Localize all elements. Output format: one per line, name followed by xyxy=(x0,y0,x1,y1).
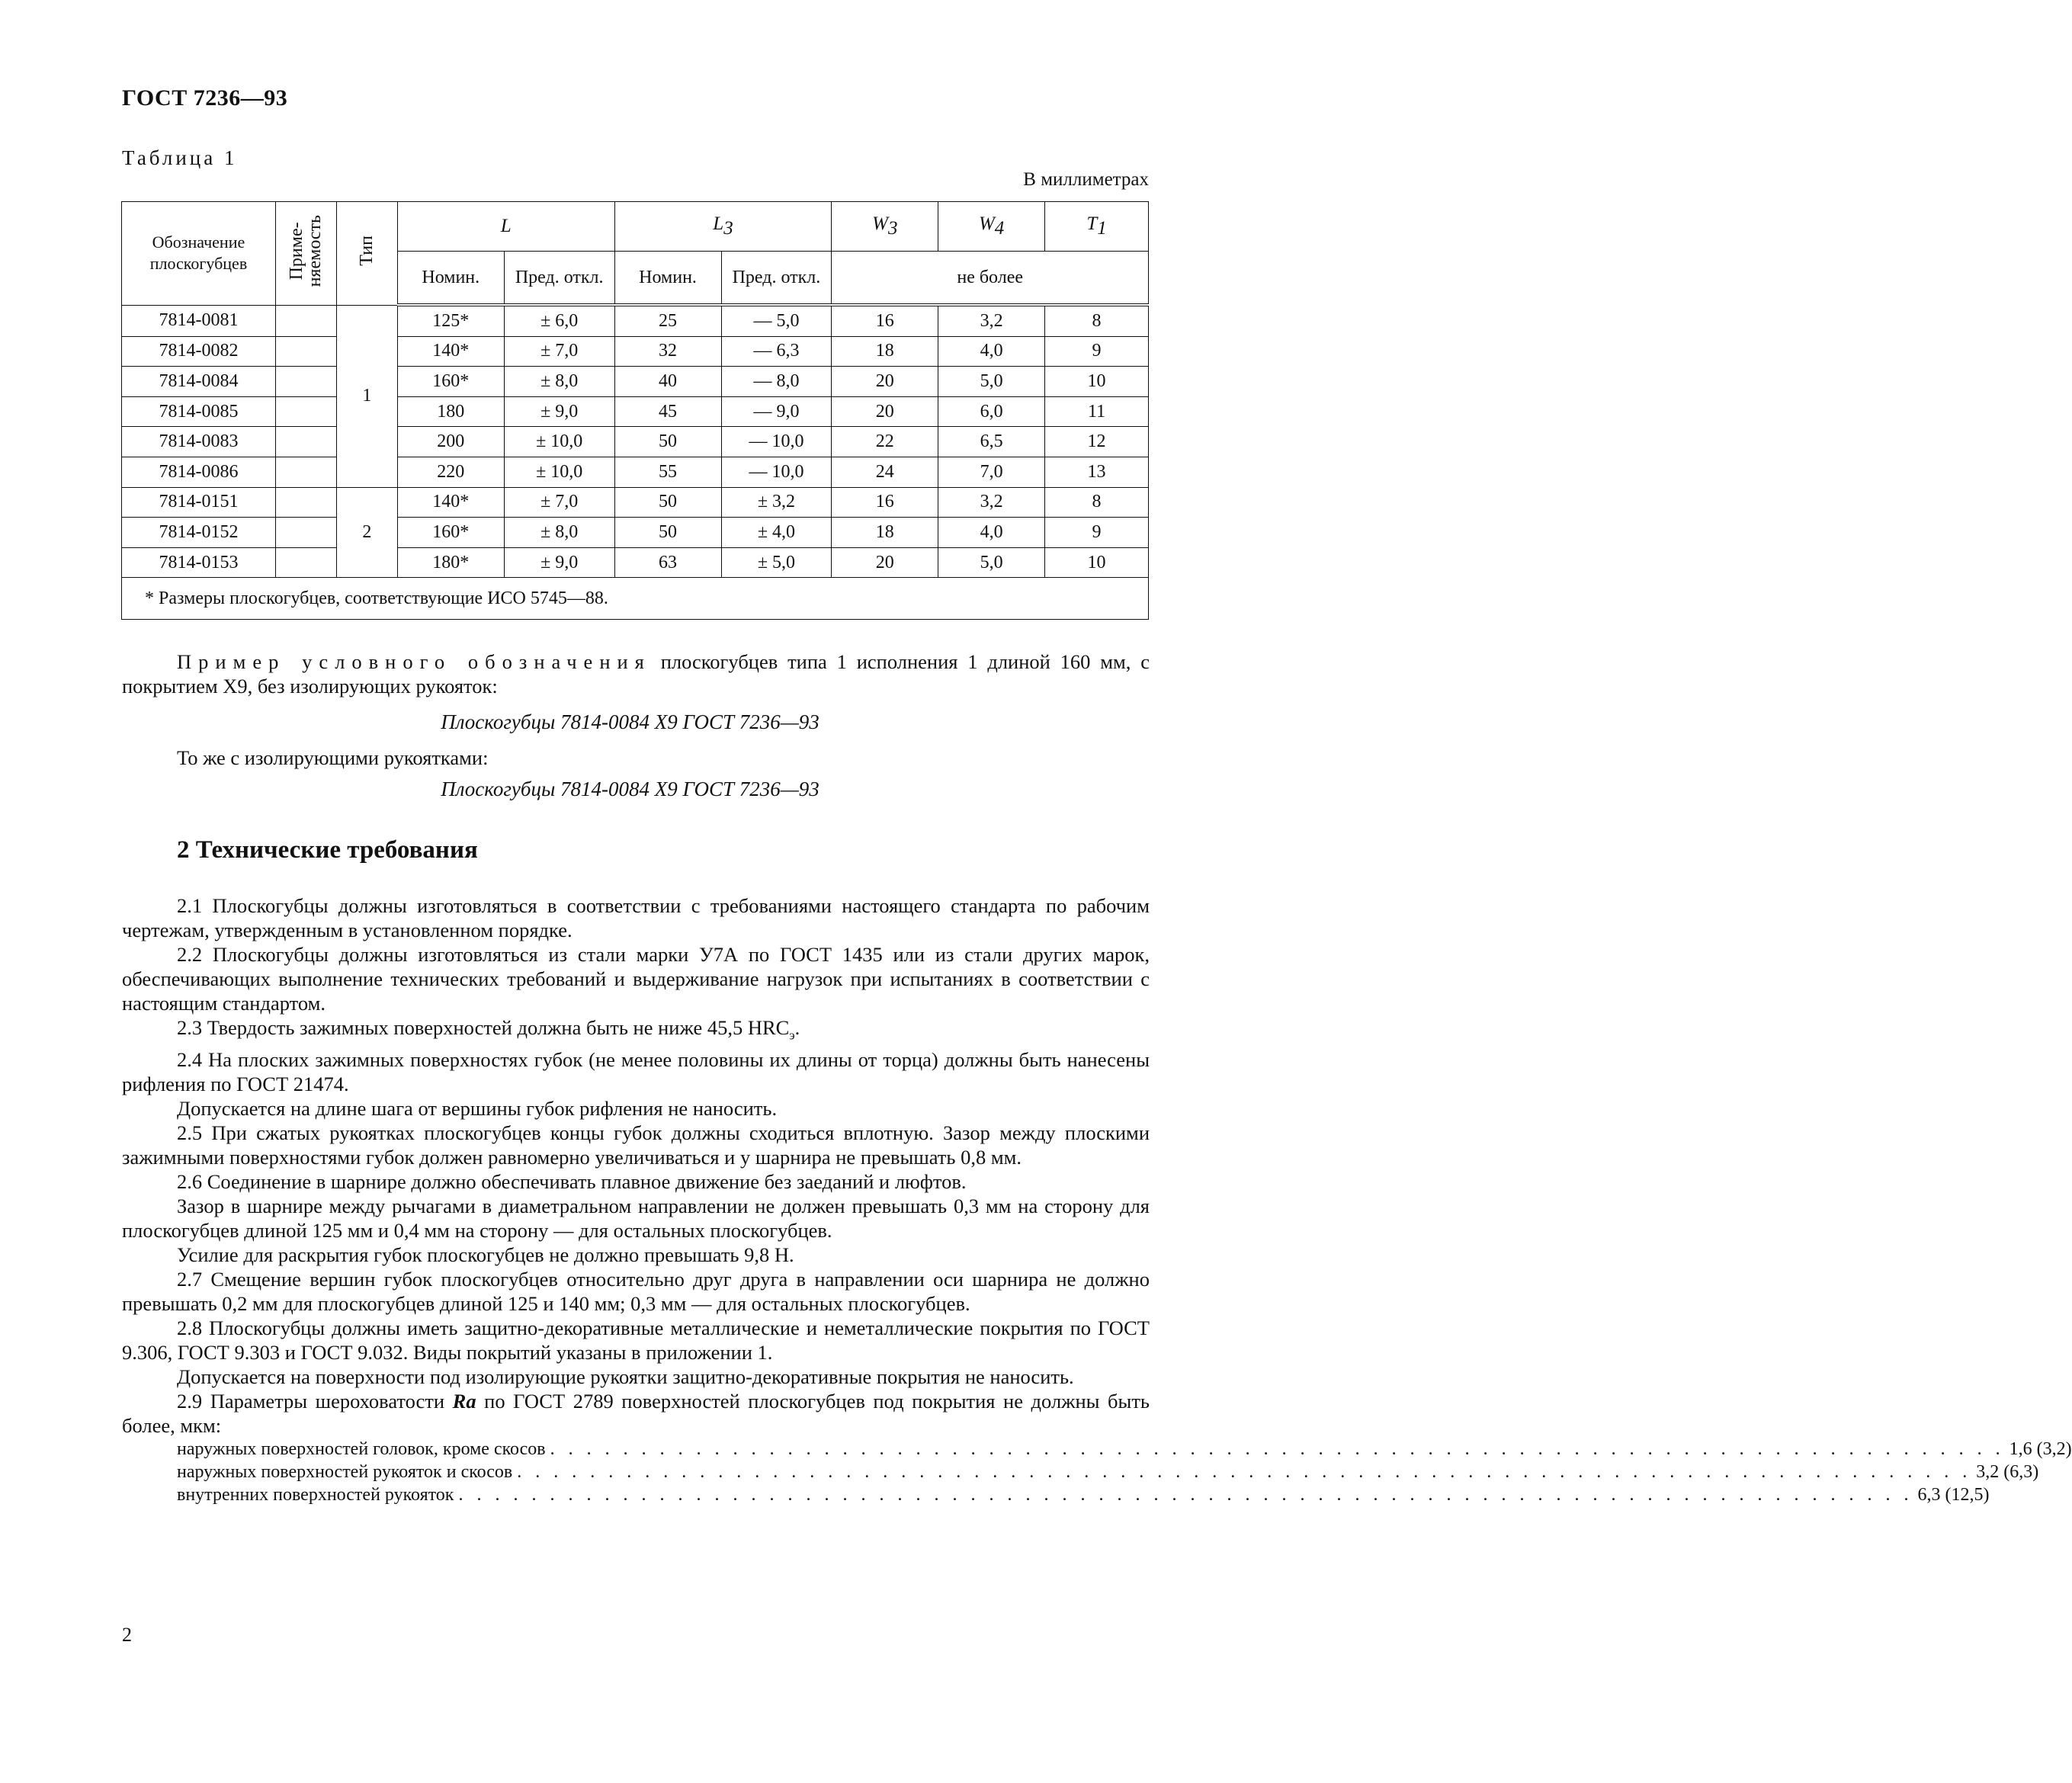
page-number: 2 xyxy=(122,1624,132,1646)
col-type: Тип xyxy=(336,202,397,306)
roughness-label: внутренних поверхностей рукояток xyxy=(177,1485,454,1506)
table-row xyxy=(122,457,1149,487)
table-row xyxy=(122,396,1149,427)
table-row xyxy=(122,305,1149,336)
para-2-6: 2.6 Соединение в шарнире должно обеспечивать плавное движение без заеданий и люфтов. xyxy=(177,1170,967,1194)
cell-L-dev: ± 10,0 xyxy=(504,427,614,457)
cell-applicability xyxy=(275,547,336,578)
cell-W3: 20 xyxy=(832,396,938,427)
para-2-7: 2.7 Смещение вершин губок плоскогубцев относительно друг друга в направлении оси шарнира не должно превышать 0,2 мм для плоскогубцев длиной 125 и 140 мм; 0,3 мм — для остальных плоскогубцев. xyxy=(122,1268,1150,1316)
cell-applicability xyxy=(275,305,336,336)
leader-dots: . . . . . . . . . . . . . . . . . . . . . . . . . . . . . . . . . . . . . . . . . . . . . . . . . . . . . . . . . . . . . . . . . . . . . . . . . . . . . . . . xyxy=(550,1439,2005,1460)
cell-T1: 10 xyxy=(1045,367,1149,397)
same-with-handles: То же с изолирующими рукоятками: xyxy=(177,746,489,769)
col-applicability: Приме- няемость xyxy=(275,202,336,306)
cell-W3: 16 xyxy=(832,305,938,336)
roughness-item xyxy=(177,1461,2039,1483)
cell-L-nom: 180* xyxy=(397,547,504,578)
cell-T1: 8 xyxy=(1045,487,1149,518)
cell-L3-dev: ± 5,0 xyxy=(721,547,832,578)
cell-W4: 4,0 xyxy=(938,518,1045,548)
cell-L-dev: ± 8,0 xyxy=(504,518,614,548)
specification-table xyxy=(121,201,1149,620)
cell-W3: 24 xyxy=(832,457,938,487)
cell-W4: 7,0 xyxy=(938,457,1045,487)
para-2-5: 2.5 При сжатых рукоятках плоскогубцев концы губок должны сходиться вплотную. Зазор между плоскими зажимными поверхностями губок должен равномерно увеличиваться и у шарнира не превышать 0,8 мм. xyxy=(122,1121,1150,1169)
cell-applicability xyxy=(275,487,336,518)
cell-T1: 10 xyxy=(1045,547,1149,578)
cell-L3-dev: — 9,0 xyxy=(721,396,832,427)
col-L3-dev: Пред. откл. xyxy=(721,252,832,306)
cell-designation: 7814-0085 xyxy=(122,396,276,427)
cell-T1: 9 xyxy=(1045,336,1149,367)
cell-L-dev: ± 8,0 xyxy=(504,367,614,397)
roughness-value: 1,6 (3,2) xyxy=(2009,1439,2072,1460)
cell-L-dev: ± 10,0 xyxy=(504,457,614,487)
table-row xyxy=(122,487,1149,518)
cell-L-nom: 160* xyxy=(397,518,504,548)
cell-applicability xyxy=(275,396,336,427)
cell-L3-nom: 55 xyxy=(614,457,721,487)
cell-T1: 11 xyxy=(1045,396,1149,427)
cell-L3-nom: 32 xyxy=(614,336,721,367)
cell-designation: 7814-0152 xyxy=(122,518,276,548)
para-2-2: 2.2 Плоскогубцы должны изготовляться из стали марки У7А по ГОСТ 1435 или из стали других марок, обеспечивающих выполнение технических требований и выдерживание нагрузок при испытаниях в соответствии с настоящим стандартом. xyxy=(122,943,1150,1015)
leader-dots: . . . . . . . . . . . . . . . . . . . . . . . . . . . . . . . . . . . . . . . . . . . . . . . . . . . . . . . . . . . . . . . . . . . . . . . . . . . . . . . . xyxy=(458,1485,1913,1506)
col-T1: $T_1$ xyxy=(1045,202,1149,252)
cell-L3-nom: 25 xyxy=(614,305,721,336)
example-text: плоскогубцев типа 1 исполнения 1 длиной 160 мм, с покрытием Х9, без изолирующих рукояток: xyxy=(122,650,1150,697)
cell-T1: 13 xyxy=(1045,457,1149,487)
cell-L3-nom: 50 xyxy=(614,518,721,548)
cell-applicability xyxy=(275,367,336,397)
cell-L-nom: 160* xyxy=(397,367,504,397)
cell-L3-nom: 45 xyxy=(614,396,721,427)
leader-dots: . . . . . . . . . . . . . . . . . . . . . . . . . . . . . . . . . . . . . . . . . . . . . . . . . . . . . . . . . . . . . . . . . . . . . . . . . . . . . . . . xyxy=(517,1462,1972,1483)
section-title: 2 Технические требования xyxy=(177,836,478,864)
cell-L-dev: ± 6,0 xyxy=(504,305,614,336)
cell-L-dev: ± 7,0 xyxy=(504,487,614,518)
cell-W4: 3,2 xyxy=(938,487,1045,518)
table-row xyxy=(122,547,1149,578)
cell-L3-dev: — 8,0 xyxy=(721,367,832,397)
designation-example-2: Плоскогубцы 7814-0084 Х9 ГОСТ 7236—93 xyxy=(441,778,819,800)
cell-L-nom: 140* xyxy=(397,487,504,518)
cell-T1: 12 xyxy=(1045,427,1149,457)
cell-L3-dev: ± 4,0 xyxy=(721,518,832,548)
designation-example-1: Плоскогубцы 7814-0084 Х9 ГОСТ 7236—93 xyxy=(441,710,819,733)
cell-designation: 7814-0081 xyxy=(122,305,276,336)
cell-W3: 18 xyxy=(832,518,938,548)
roughness-label: наружных поверхностей рукояток и скосов xyxy=(177,1462,513,1483)
roughness-list xyxy=(177,1438,2072,1506)
table-note-row xyxy=(122,578,1149,620)
roughness-item xyxy=(177,1438,2072,1461)
section-body xyxy=(122,893,2072,1506)
cell-W3: 16 xyxy=(832,487,938,518)
para-2-8: 2.8 Плоскогубцы должны иметь защитно-декоративные металлические и неметаллические покрытия по ГОСТ 9.306, ГОСТ 9.303 и ГОСТ 9.032. Виды покрытий указаны в приложении 1. xyxy=(122,1316,1150,1365)
table-row xyxy=(122,427,1149,457)
cell-designation: 7814-0083 xyxy=(122,427,276,457)
cell-designation: 7814-0151 xyxy=(122,487,276,518)
cell-W4: 5,0 xyxy=(938,547,1045,578)
table-row xyxy=(122,518,1149,548)
para-2-6b: Зазор в шарнире между рычагами в диаметральном направлении не должен превышать 0,3 мм на сторону для плоскогубцев длиной 125 мм и 0,4 мм на сторону — для остальных плоскогубцев. xyxy=(122,1195,1150,1243)
cell-L3-dev: — 10,0 xyxy=(721,457,832,487)
cell-designation: 7814-0153 xyxy=(122,547,276,578)
para-2-4b: Допускается на длине шага от вершины губок рифления не наносить. xyxy=(177,1097,778,1121)
cell-W4: 3,2 xyxy=(938,305,1045,336)
cell-designation: 7814-0082 xyxy=(122,336,276,367)
cell-applicability xyxy=(275,427,336,457)
col-L3: $L_3$ xyxy=(614,202,832,252)
cell-L3-nom: 63 xyxy=(614,547,721,578)
roughness-value: 3,2 (6,3) xyxy=(1976,1462,2039,1483)
cell-L3-nom: 50 xyxy=(614,487,721,518)
example-paragraph xyxy=(122,649,1150,698)
col-W4: $W_4$ xyxy=(938,202,1045,252)
para-2-6c: Усилие для раскрытия губок плоскогубцев не должно превышать 9,8 Н. xyxy=(177,1243,794,1267)
table-row xyxy=(122,336,1149,367)
col-designation: Обозначение плоскогубцев xyxy=(122,202,276,306)
cell-designation: 7814-0084 xyxy=(122,367,276,397)
cell-W3: 20 xyxy=(832,547,938,578)
cell-L3-nom: 40 xyxy=(614,367,721,397)
col-L-nom: Номин. xyxy=(397,252,504,306)
col-L-dev: Пред. откл. xyxy=(504,252,614,306)
cell-L-nom: 140* xyxy=(397,336,504,367)
cell-L3-dev: — 10,0 xyxy=(721,427,832,457)
cell-L-nom: 200 xyxy=(397,427,504,457)
col-W3: $W_3$ xyxy=(832,202,938,252)
cell-W3: 22 xyxy=(832,427,938,457)
para-2-9: 2.9 Параметры шероховатости Ra по ГОСТ 2789 поверхностей плоскогубцев под покрытия не должны быть более, мкм: xyxy=(122,1390,1150,1438)
table-units: В миллиметрах xyxy=(1023,169,1149,190)
col-L: L xyxy=(397,202,614,252)
cell-applicability xyxy=(275,457,336,487)
roughness-item xyxy=(177,1483,1990,1506)
cell-W4: 6,5 xyxy=(938,427,1045,457)
cell-L-dev: ± 7,0 xyxy=(504,336,614,367)
col-not-more: не более xyxy=(832,252,1149,306)
table-row xyxy=(122,367,1149,397)
table-note: * Размеры плоскогубцев, соответствующие ИСО 5745—88. xyxy=(122,578,1149,620)
cell-L-dev: ± 9,0 xyxy=(504,396,614,427)
cell-designation: 7814-0086 xyxy=(122,457,276,487)
col-L3-nom: Номин. xyxy=(614,252,721,306)
cell-L-nom: 125* xyxy=(397,305,504,336)
cell-L-nom: 180 xyxy=(397,396,504,427)
roughness-value: 6,3 (12,5) xyxy=(1917,1485,1990,1506)
para-2-3: 2.3 Твердость зажимных поверхностей должна быть не ниже 45,5 $HRC_э$. xyxy=(177,1016,800,1043)
cell-L3-dev: ± 3,2 xyxy=(721,487,832,518)
cell-L3-nom: 50 xyxy=(614,427,721,457)
cell-T1: 9 xyxy=(1045,518,1149,548)
cell-L3-dev: — 5,0 xyxy=(721,305,832,336)
cell-L-dev: ± 9,0 xyxy=(504,547,614,578)
cell-type: 2 xyxy=(336,487,397,578)
para-2-1: 2.1 Плоскогубцы должны изготовляться в соответствии с требованиями настоящего стандарта по рабочим чертежам, утвержденным в установленном порядке. xyxy=(122,894,1150,941)
document-header: ГОСТ 7236—93 xyxy=(122,85,288,111)
cell-applicability xyxy=(275,336,336,367)
cell-type: 1 xyxy=(336,305,397,487)
cell-applicability xyxy=(275,518,336,548)
cell-W4: 6,0 xyxy=(938,396,1045,427)
example-lead: Пример условного обозначения xyxy=(177,650,651,673)
roughness-label: наружных поверхностей головок, кроме скосов xyxy=(177,1439,546,1460)
cell-W3: 18 xyxy=(832,336,938,367)
table-label: Таблица 1 xyxy=(122,146,238,169)
cell-W4: 5,0 xyxy=(938,367,1045,397)
para-2-8b: Допускается на поверхности под изолирующие рукоятки защитно-декоративные покрытия не наносить. xyxy=(177,1365,1074,1389)
cell-W4: 4,0 xyxy=(938,336,1045,367)
cell-L-nom: 220 xyxy=(397,457,504,487)
cell-W3: 20 xyxy=(832,367,938,397)
cell-L3-dev: — 6,3 xyxy=(721,336,832,367)
cell-T1: 8 xyxy=(1045,305,1149,336)
para-2-4: 2.4 На плоских зажимных поверхностях губок (не менее половины их длины от торца) должны быть нанесены рифления по ГОСТ 21474. xyxy=(122,1048,1150,1096)
